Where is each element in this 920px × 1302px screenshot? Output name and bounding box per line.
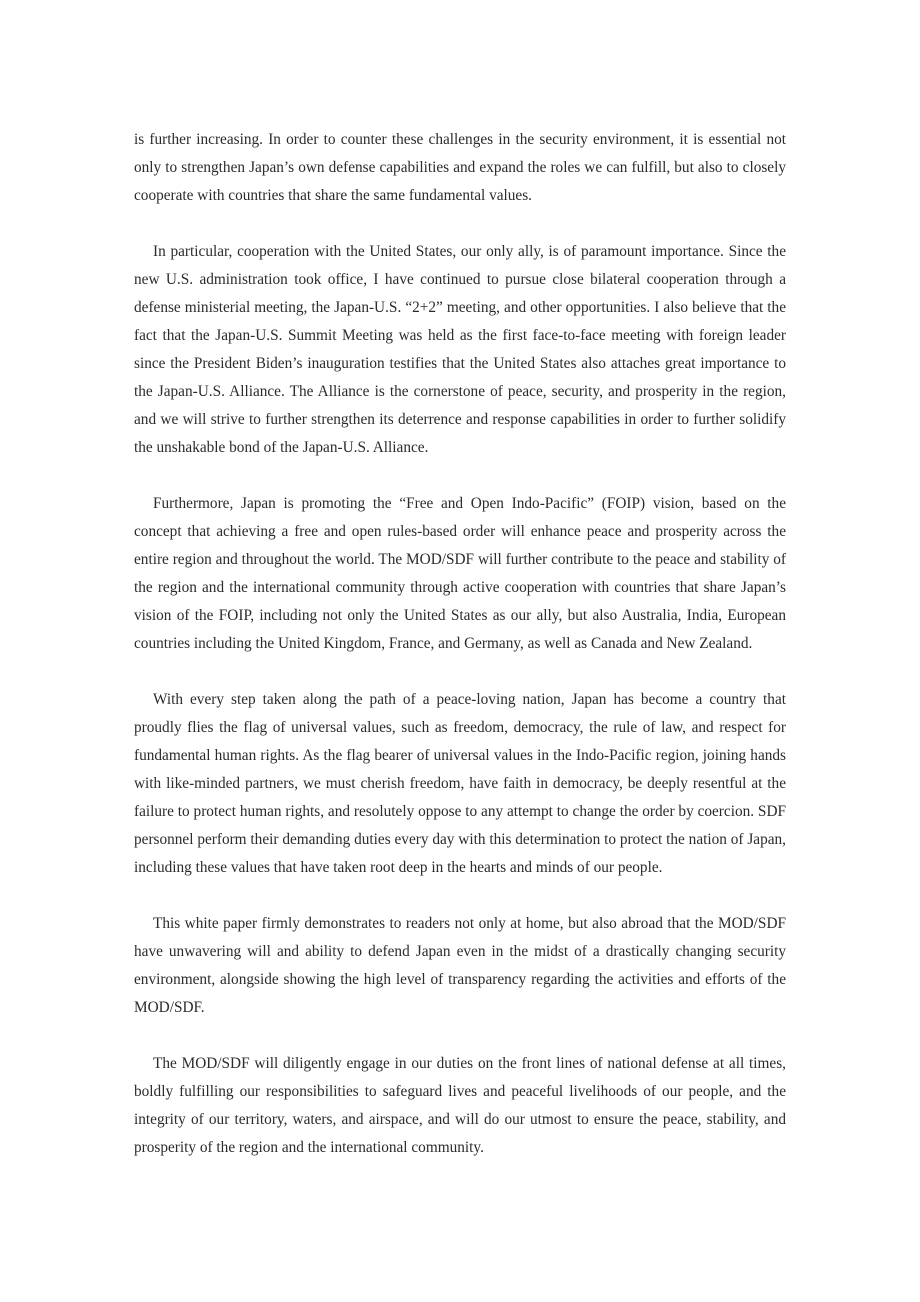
paragraph-universal-values: With every step taken along the path of a peace-loving nation, Japan has become a country that proudly flies the flag of universal values, such as freedom, democracy, the rule of law, and respect for fundamental human rights. As the flag bearer of universal values in the Indo-Pacific region, joining hands with like-minded partners, we must cherish freedom, have faith in democracy, be deeply resentful at the failure to protect human rights, and resolutely oppose to any attempt to change the order by coercion. SDF personnel perform their demanding duties every day with this determination to protect the nation of Japan, including these values that have taken root deep in the hearts and minds of our people. bbox=[134, 691, 786, 876]
document-body bbox=[134, 126, 786, 1162]
paragraph-foip-vision: Furthermore, Japan is promoting the “Free and Open Indo-Pacific” (FOIP) vision, based on the concept that achieving a free and open rules-based order will enhance peace and prosperity across the entire region and throughout the world. The MOD/SDF will further contribute to the peace and stability of the region and the international community through active cooperation with countries that share Japan’s vision of the FOIP, including not only the United States as our ally, but also Australia, India, European countries including the United Kingdom, France, and Germany, as well as Canada and New Zealand. bbox=[134, 495, 786, 652]
paragraph-continuation: is further increasing. In order to counter these challenges in the security environment, it is essential not only to strengthen Japan’s own defense capabilities and expand the roles we can fulfill, but also to closely cooperate with countries that share the same fundamental values. bbox=[134, 131, 786, 204]
paragraph-us-cooperation: In particular, cooperation with the United States, our only ally, is of paramount importance. Since the new U.S. administration took office, I have continued to pursue close bilateral cooperation through a defense ministerial meeting, the Japan-U.S. “2+2” meeting, and other opportunities. I also believe that the fact that the Japan-U.S. Summit Meeting was held as the first face-to-face meeting with foreign leader since the President Biden’s inauguration testifies that the United States also attaches great importance to the Japan-U.S. Alliance. The Alliance is the cornerstone of peace, security, and prosperity in the region, and we will strive to further strengthen its deterrence and response capabilities in order to further solidify the unshakable bond of the Japan-U.S. Alliance. bbox=[134, 243, 786, 456]
paragraph-white-paper: This white paper firmly demonstrates to readers not only at home, but also abroad that the MOD/SDF have unwavering will and ability to defend Japan even in the midst of a drastically changing security environment, alongside showing the high level of transparency regarding the activities and efforts of the MOD/SDF. bbox=[134, 915, 786, 1016]
paragraph-closing: The MOD/SDF will diligently engage in our duties on the front lines of national defense at all times, boldly fulfilling our responsibilities to safeguard lives and peaceful livelihoods of our people, and the integrity of our territory, waters, and airspace, and will do our utmost to ensure the peace, stability, and prosperity of the region and the international community. bbox=[134, 1055, 786, 1156]
